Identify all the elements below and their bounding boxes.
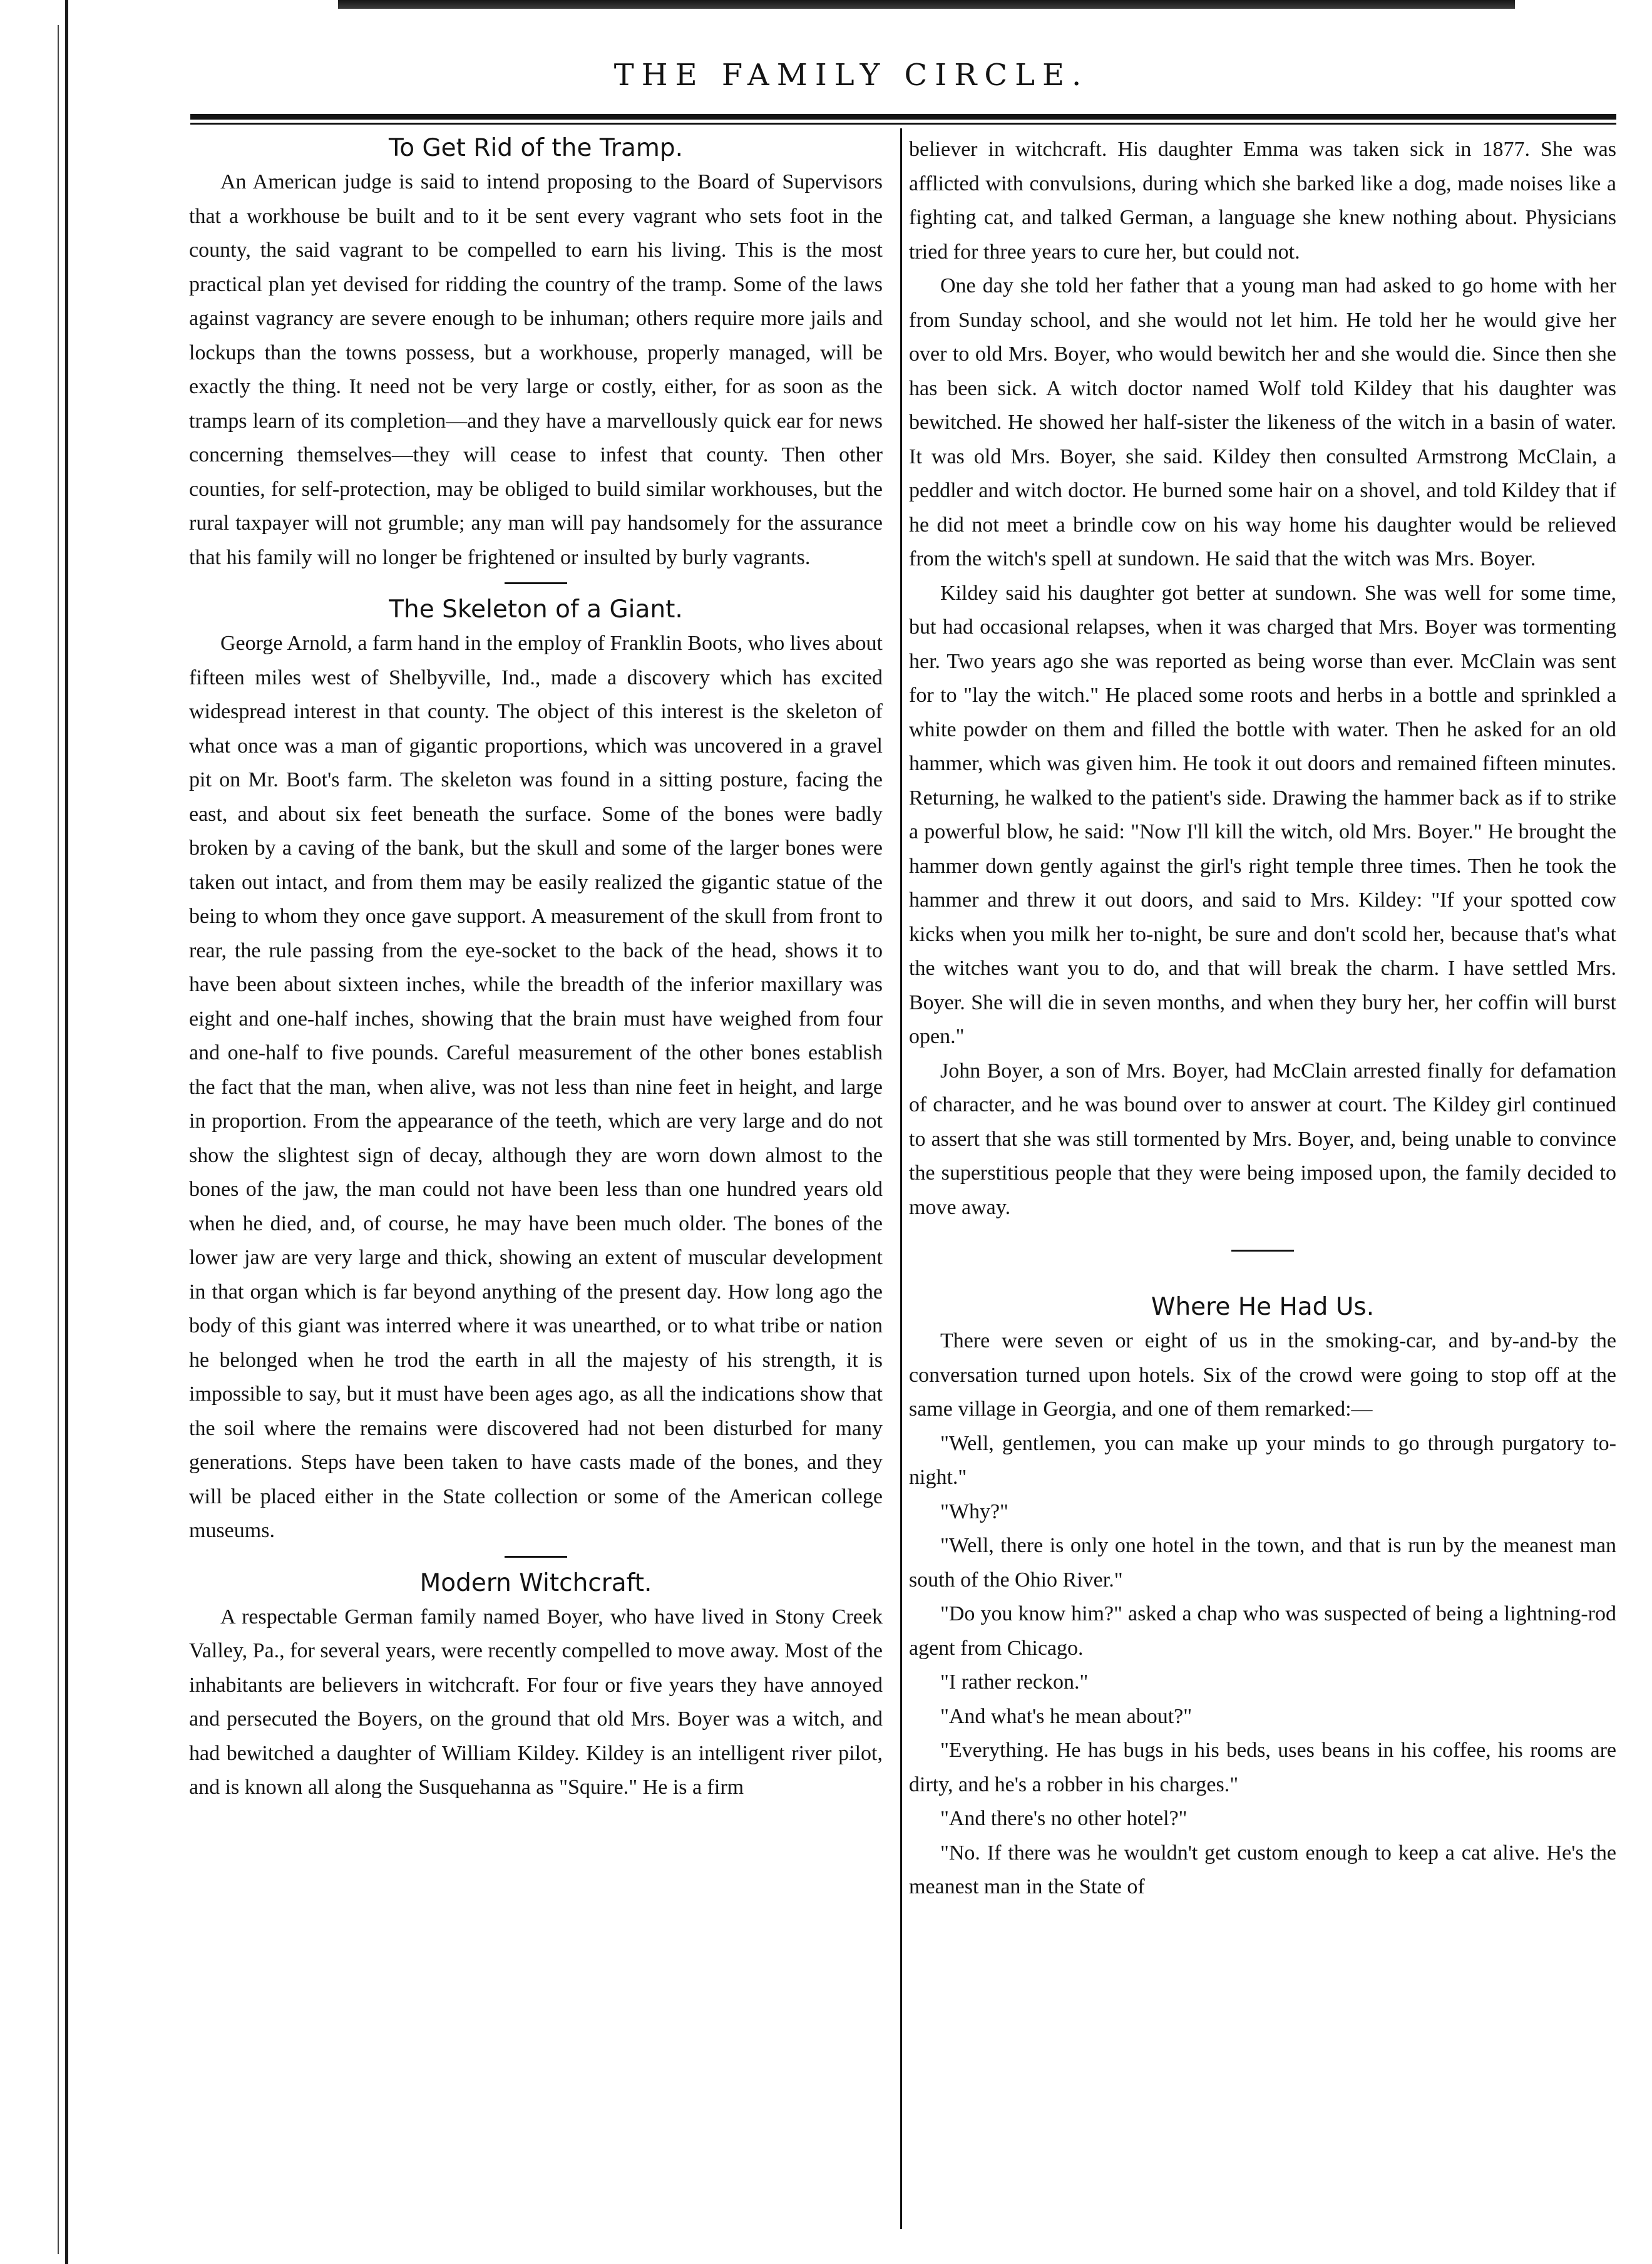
- article-paragraph: "And there's no other hotel?": [940, 1807, 1188, 1830]
- article-separator: [505, 1556, 567, 1558]
- article-paragraph: "Do you know him?" asked a chap who was suspected of being a lightning-rod agent from Chicago.: [909, 1602, 1616, 1660]
- scan-edge: [65, 0, 68, 2264]
- article-paragraph: "Everything. He has bugs in his beds, uses beans in his coffee, his rooms are dirty, and he's a robber in his charges.": [909, 1739, 1616, 1796]
- article-paragraph: An American judge is said to intend proposing to the Board of Supervisors that a workhouse be built and to it be sent every vagrant who sets foot in the county, the said vagrant to be compelled to earn his living. This is the most practical plan yet devised for ridding the country of the tramp. Some of the laws against vagrancy are severe enough to be inhuman; others require more jails and lockups than the towns possess, but a workhouse, properly managed, will be exactly the thing. It need not be very large or costly, either, for as soon as the tramps learn of its completion—and they have a marvellously quick ear for news concerning themselves—they will cease to infest that county. Then other counties, for self-protection, may be obliged to build similar workhouses, but the rural taxpayer will not grumble; any man will pay handsomely for the assurance that his family will no longer be frightened or insulted by burly vagrants.: [189, 170, 883, 569]
- scan-top-edge: [338, 0, 1515, 9]
- article-paragraph: "I rather reckon.": [940, 1670, 1089, 1694]
- right-column: [909, 131, 1616, 1905]
- article-paragraph: A respectable German family named Boyer, who have lived in Stony Creek Valley, Pa., for several years, were recently compelled to move away. Most of the inhabitants are believers in witchcraft. For four or five years they have annoyed and persecuted the Boyers, on the ground that old Mrs. Boyer was a witch, and had bewitched a daughter of William Kildey. Kildey is an intelligent river pilot, and is known all along the Susquehanna as "Squire." He is a firm: [189, 1605, 883, 1799]
- article-title: To Get Rid of the Tramp.: [389, 134, 683, 162]
- masthead-rule-thick: [190, 114, 1616, 120]
- article-title: Modern Witchcraft.: [419, 1568, 652, 1597]
- article-title: Where He Had Us.: [1151, 1293, 1375, 1321]
- article-paragraph: George Arnold, a farm hand in the employ of Franklin Boots, who lives about fifteen miles west of Shelbyville, Ind., made a discovery which has excited widespread interest in that county. The object of this interest is the skeleton of what once was a man of gigantic proportions, which was uncovered in a gravel pit on Mr. Boot's farm. The skeleton was found in a sitting posture, facing the east, and about six feet beneath the surface. Some of the bones were badly broken by a caving of the bank, but the skull and some of the larger bones were taken out intact, and from them may be easily realized the gigantic statue of the being to whom they once gave support. A measurement of the skull from front to rear, the rule passing from the eye-socket to the back of the head, shows it to have been about sixteen inches, while the breadth of the inferior maxillary was eight and one-half inches, showing that the brain must have weighed from four and one-half to five pounds. Careful measurement of the other bones establish the fact that the man, when alive, was not less than nine feet in height, and large in proportion. From the appearance of the teeth, which are very large and do not show the slightest sign of decay, although they are worn down almost to the bones of the jaw, the man could not have been less than one hundred years old when he died, and, of course, he may have been much older. The bones of the lower jaw are very large and thick, showing an extent of muscular development in that organ which is far beyond anything of the present day. How long ago the body of this giant was interred where it was unearthed, or to what tribe or nation he belonged when he trod the earth in all the majesty of his strength, it is impossible to say, but it must have been ages ago, as all the indications show that the soil where the remains were discovered had not been disturbed for many generations. Steps have been taken to have casts made of the bones, and they will be placed either in the State collection or some of the American college museums.: [189, 632, 883, 1542]
- article-paragraph: "And what's he mean about?": [940, 1704, 1193, 1728]
- article-separator: [1231, 1250, 1294, 1252]
- article-paragraph: John Boyer, a son of Mrs. Boyer, had McClain arrested finally for defamation of character, and he was bound over to answer at court. The Kildey girl continued to assert that she was still tormented by Mrs. Boyer, and, being unable to convince the superstitious people that they were being imposed upon, the family decided to move away.: [909, 1059, 1616, 1219]
- scan-edge-line: [58, 25, 59, 2254]
- article-paragraph: One day she told her father that a young man had asked to go home with her from Sunday school, and she would not let him. He told her he would give her over to old Mrs. Boyer, who would bewitch her and she would die. Since then she has been sick. A witch doctor named Wolf told Kildey that his daughter was bewitched. He showed her half-sister the likeness of the witch in a basin of water. It was old Mrs. Boyer, she said. Kildey then consulted Armstrong McClain, a peddler and witch doctor. He burned some hair on a shovel, and told Kildey that if he did not meet a brindle cow on his way home his daughter would be relieved from the witch's spell at sundown. He said that the witch was Mrs. Boyer.: [909, 274, 1616, 570]
- left-column: [189, 131, 883, 1805]
- article-paragraph: There were seven or eight of us in the smoking-car, and by-and-by the conversation turned upon hotels. Six of the crowd were going to stop off at the same village in Georgia, and one of them remarked:—: [909, 1329, 1616, 1421]
- article-witchcraft-continued: [909, 133, 1616, 1225]
- article-separator: [505, 582, 567, 584]
- article-tramp: [189, 131, 883, 575]
- article-title: The Skeleton of a Giant.: [389, 595, 683, 624]
- page-title: THE FAMILY CIRCLE.: [613, 58, 1089, 93]
- article-paragraph: "Well, gentlemen, you can make up your minds to go through purgatory to-night.": [909, 1431, 1616, 1489]
- article-witchcraft: [189, 1567, 883, 1805]
- article-skeleton: [189, 593, 883, 1548]
- article-paragraph: "Well, there is only one hotel in the town, and that is run by the meanest man south of the Ohio River.": [909, 1534, 1616, 1592]
- article-where-he-had-us: [909, 1290, 1616, 1905]
- article-paragraph: Kildey said his daughter got better at sundown. She was well for some time, but had occasional relapses, when it was charged that Mrs. Boyer was tormenting her. Two years ago she was reported as being worse than ever. McClain was sent for to "lay the witch." He placed some roots and herbs in a bottle and sprinkled a white powder on them and filled the bottle with water. Then he asked for an old hammer, which was given him. He took it out doors and remained fifteen minutes. Returning, he walked to the patient's side. Drawing the hammer back as if to strike a powerful blow, he said: "Now I'll kill the witch, old Mrs. Boyer." He brought the hammer down gently against the girl's right temple three times. Then he took the hammer and threw it out doors, and said to Mrs. Kildey: "If your spotted cow kicks when you milk her to-night, be sure and don't scold her, because that's what the witches want you to do, and that will break the charm. I have settled Mrs. Boyer. She will die in seven months, and when they bury her, her coffin will burst open.": [909, 581, 1616, 1048]
- masthead-rule-thin: [190, 123, 1616, 125]
- column-divider: [900, 128, 902, 2229]
- article-paragraph: "No. If there was he wouldn't get custom enough to keep a cat alive. He's the meanest man in the State of: [909, 1841, 1616, 1898]
- article-paragraph: believer in witchcraft. His daughter Emma was taken sick in 1877. She was afflicted with convulsions, during which she barked like a dog, made noises like a fighting cat, and talked German, a language she knew nothing about. Physicians tried for three years to cure her, but could not.: [909, 138, 1616, 264]
- article-paragraph: "Why?": [940, 1500, 1008, 1523]
